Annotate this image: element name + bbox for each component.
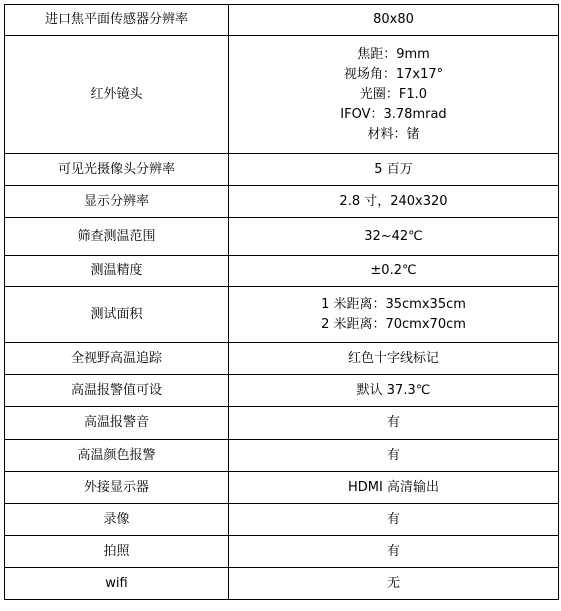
value-line: 材料：锗 — [367, 126, 420, 142]
row-label: 外接显示器 — [5, 472, 229, 504]
table-row — [5, 256, 559, 287]
row-label: 进口焦平面传感器分辨率 — [5, 5, 229, 36]
value-line: 光圈：F1.0 — [359, 86, 428, 102]
value-line: 有 — [386, 447, 400, 463]
row-value — [229, 287, 559, 343]
row-value — [229, 568, 559, 600]
row-label: wifi — [5, 568, 229, 600]
row-label: 显示分辨率 — [5, 186, 229, 218]
row-value — [229, 407, 559, 440]
row-value — [229, 343, 559, 375]
value-line: 2 米距离：70cmx70cm — [321, 316, 466, 332]
row-value — [229, 504, 559, 536]
table-row — [5, 504, 559, 536]
value-line: 32~42℃ — [364, 228, 423, 244]
value-line: 视场角：17x17° — [343, 66, 444, 82]
row-label: 筛查测温范围 — [5, 218, 229, 256]
row-label: 可见光摄像头分辨率 — [5, 154, 229, 186]
row-value — [229, 218, 559, 256]
table-row — [5, 154, 559, 186]
value-line: 有 — [386, 543, 400, 559]
row-label: 高温报警音 — [5, 407, 229, 440]
value-line: IFOV：3.78mrad — [340, 106, 447, 122]
value-line: 红色十字线标记 — [347, 350, 439, 366]
value-line: 有 — [386, 415, 400, 430]
row-label: 高温报警值可设 — [5, 375, 229, 407]
table-row — [5, 407, 559, 440]
table-row — [5, 343, 559, 375]
table-row — [5, 36, 559, 154]
value-line: 默认 37.3℃ — [356, 382, 431, 398]
table-row — [5, 287, 559, 343]
row-value — [229, 536, 559, 568]
value-line: HDMI 高清输出 — [348, 479, 439, 495]
table-row — [5, 375, 559, 407]
row-value — [229, 5, 559, 36]
value-line: ±0.2℃ — [370, 263, 417, 278]
value-line: 焦距：9mm — [357, 46, 430, 62]
row-label: 高温颜色报警 — [5, 440, 229, 472]
table-row — [5, 568, 559, 600]
row-value — [229, 375, 559, 407]
row-value — [229, 36, 559, 154]
row-label: 测试面积 — [5, 287, 229, 343]
value-line: 1 米距离：35cmx35cm — [321, 296, 466, 312]
value-line: 80x80 — [373, 12, 414, 27]
table-row — [5, 186, 559, 218]
row-value — [229, 186, 559, 218]
value-line: 5 百万 — [374, 161, 413, 177]
table-row — [5, 440, 559, 472]
row-label: 全视野高温追踪 — [5, 343, 229, 375]
table-row — [5, 536, 559, 568]
row-label: 录像 — [5, 504, 229, 536]
table-row — [5, 472, 559, 504]
row-label: 红外镜头 — [5, 36, 229, 154]
row-value — [229, 154, 559, 186]
value-line: 有 — [386, 511, 400, 527]
table-row — [5, 5, 559, 36]
table-row — [5, 218, 559, 256]
row-label: 测温精度 — [5, 256, 229, 287]
row-label: 拍照 — [5, 536, 229, 568]
spec-table — [4, 4, 559, 600]
row-value — [229, 472, 559, 504]
row-value — [229, 440, 559, 472]
value-line: 2.8 寸，240x320 — [339, 193, 448, 209]
row-value — [229, 256, 559, 287]
value-line: 无 — [386, 575, 400, 591]
